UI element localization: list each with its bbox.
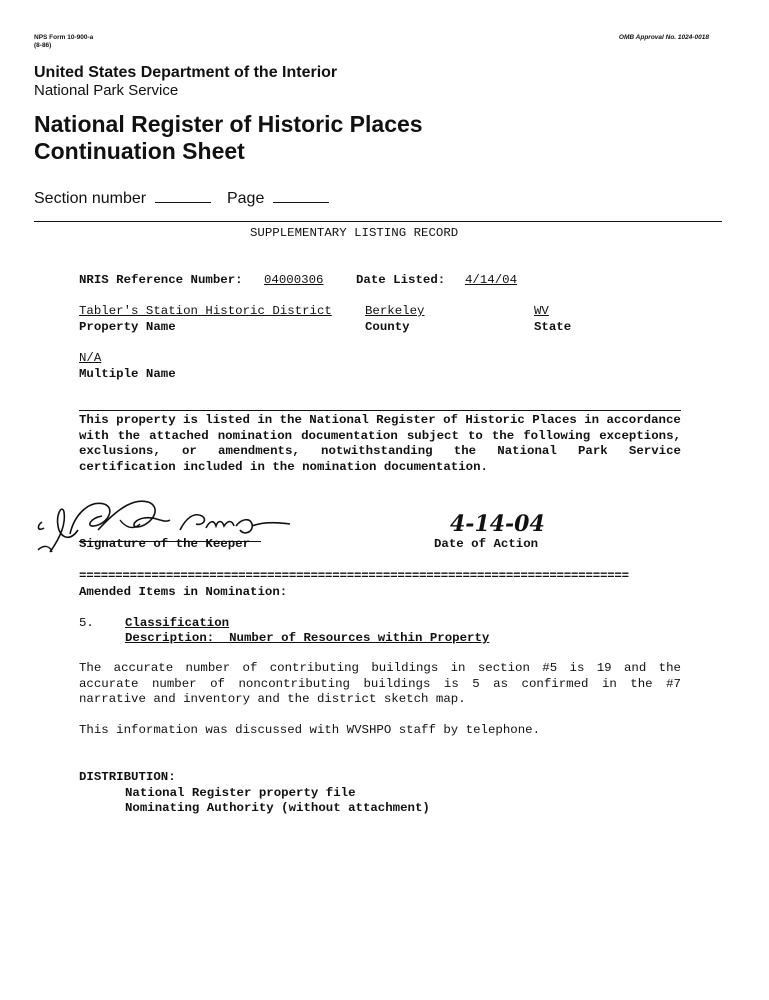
paragraph-word: in xyxy=(257,413,273,427)
paragraph-word: the xyxy=(658,661,681,675)
paragraph-word: the xyxy=(491,428,515,443)
paragraph-word: listed xyxy=(205,413,250,427)
paragraph-word: documentation xyxy=(301,428,398,443)
section-number-blank xyxy=(155,202,211,203)
state-value: WV xyxy=(534,304,549,318)
nris-label: NRIS Reference Number: xyxy=(79,273,243,287)
section-page-line xyxy=(34,190,329,208)
paragraph-word: of xyxy=(210,676,225,691)
page-number-blank xyxy=(273,202,329,203)
paragraph-word: in xyxy=(601,676,617,691)
paragraph-word: of xyxy=(443,413,458,427)
paragraph-word: The xyxy=(79,661,102,675)
paragraph-word: following xyxy=(523,428,591,443)
paragraph-word: Historic xyxy=(465,413,525,427)
document-title: National Register of Historic Places xyxy=(34,111,423,137)
handwritten-date-text: 4-14-04 xyxy=(450,511,545,537)
paragraph-word: exclusions, xyxy=(79,444,161,458)
paragraph-word: property xyxy=(116,413,176,427)
paragraph-word: attached xyxy=(149,428,209,443)
county-value: Berkeley xyxy=(365,304,425,318)
paragraph-word: Places xyxy=(532,413,577,427)
paragraph-word: buildings xyxy=(371,661,439,675)
paragraph-word: as xyxy=(493,676,509,691)
item-title: Classification xyxy=(125,616,230,630)
form-number: NPS Form 10-900-a xyxy=(34,34,94,41)
paragraph-word: National xyxy=(497,444,557,458)
paragraph-word: with xyxy=(79,428,109,443)
paragraph-word: noncontributing xyxy=(238,676,350,691)
item-description: Description: Number of Resources within Property xyxy=(125,631,490,645)
paragraph-word: and xyxy=(623,661,647,675)
paragraph-word: #7 xyxy=(666,676,681,691)
page-label: Page xyxy=(226,190,265,207)
paragraph-line xyxy=(79,413,681,429)
paragraph-word: amendments, xyxy=(218,444,300,458)
paragraph-word: the xyxy=(630,676,653,691)
paragraph-word: subject xyxy=(406,428,459,443)
paragraph-word: number xyxy=(151,676,197,691)
paragraph-word: 19 xyxy=(596,661,612,675)
paragraph-word: contributing xyxy=(269,661,359,675)
property-name-value: Tabler's Station Historic District xyxy=(79,304,332,318)
paragraph-word: of xyxy=(242,661,258,675)
agency-name: National Park Service xyxy=(34,82,179,99)
paragraph-line xyxy=(79,444,681,460)
paragraph-word: or xyxy=(181,444,197,458)
paragraph-word: is xyxy=(443,676,459,691)
paragraph-word: #5 xyxy=(542,661,558,675)
county-label: County xyxy=(365,320,410,334)
form-id xyxy=(34,34,93,49)
paragraph-word: in xyxy=(450,661,466,675)
paragraph-word: certification included in the nomination documentation. xyxy=(79,459,488,474)
paragraph-word: confirmed xyxy=(521,676,589,691)
distribution-heading: DISTRIBUTION: xyxy=(79,770,176,784)
paragraph-line xyxy=(79,460,681,476)
department-name: United States Department of the Interior xyxy=(34,64,338,81)
telephone-note: This information was discussed with WVSHPO staff by telephone. xyxy=(79,723,541,737)
paragraph-word: is xyxy=(569,661,585,675)
paragraph-word: accurate xyxy=(79,676,139,691)
keeper-label: Signature of the Keeper xyxy=(79,537,251,551)
handwritten-date xyxy=(448,507,558,539)
paragraph-word: buildings xyxy=(363,676,431,691)
distribution-item: Nominating Authority (without attachment) xyxy=(125,801,430,815)
paragraph-word: 5 xyxy=(472,676,480,691)
listing-statement xyxy=(79,413,681,475)
paragraph-word: number xyxy=(185,661,231,675)
multiple-name-label: Multiple Name xyxy=(79,367,176,381)
paragraph-word: nomination xyxy=(217,428,293,443)
date-listed-label: Date Listed: xyxy=(356,273,446,287)
statement-divider xyxy=(79,410,681,411)
record-heading: SUPPLEMENTARY LISTING RECORD xyxy=(250,226,459,240)
paragraph-word: to xyxy=(467,428,483,443)
date-of-action-label: Date of Action xyxy=(434,537,539,551)
paragraph-word: This xyxy=(79,413,109,427)
section-separator: ============================================================================ xyxy=(79,569,629,583)
property-name-label: Property Name xyxy=(79,320,176,334)
header-divider xyxy=(34,221,722,222)
omb-approval: OMB Approval No. 1024-0018 xyxy=(618,34,709,41)
nris-value: 04000306 xyxy=(264,273,324,287)
distribution-item: National Register property file xyxy=(125,786,356,800)
paragraph-word: National xyxy=(309,413,369,427)
paragraph-word: Service xyxy=(628,444,681,458)
paragraph-word: exceptions, xyxy=(599,428,681,443)
paragraph-word: notwithstanding xyxy=(321,444,433,458)
item-number: 5. xyxy=(79,616,94,630)
section-number-label: Section number xyxy=(34,190,147,207)
paragraph-word: accurate xyxy=(113,661,174,675)
paragraph-word: is xyxy=(183,413,198,427)
paragraph-word: the xyxy=(279,413,302,427)
multiple-name-value: N/A xyxy=(79,351,102,365)
document-subtitle: Continuation Sheet xyxy=(34,138,245,164)
amended-paragraph xyxy=(79,661,681,708)
date-listed-value: 4/14/04 xyxy=(465,273,518,287)
form-revision: (8-86) xyxy=(34,41,52,49)
paragraph-word: narrative and inventory and the district sketch map. xyxy=(79,692,466,706)
amended-heading: Amended Items in Nomination: xyxy=(79,585,288,599)
paragraph-line xyxy=(79,692,681,708)
paragraph-word: section xyxy=(477,661,530,675)
paragraph-word: Register xyxy=(376,413,436,427)
paragraph-word: Park xyxy=(577,444,608,458)
paragraph-line xyxy=(79,429,681,445)
paragraph-word: the xyxy=(453,444,477,458)
paragraph-line xyxy=(79,677,681,693)
paragraph-word: accordance xyxy=(606,413,681,427)
state-label: State xyxy=(534,320,572,334)
paragraph-word: the xyxy=(117,428,141,443)
paragraph-word: in xyxy=(584,413,600,427)
paragraph-line xyxy=(79,661,681,677)
